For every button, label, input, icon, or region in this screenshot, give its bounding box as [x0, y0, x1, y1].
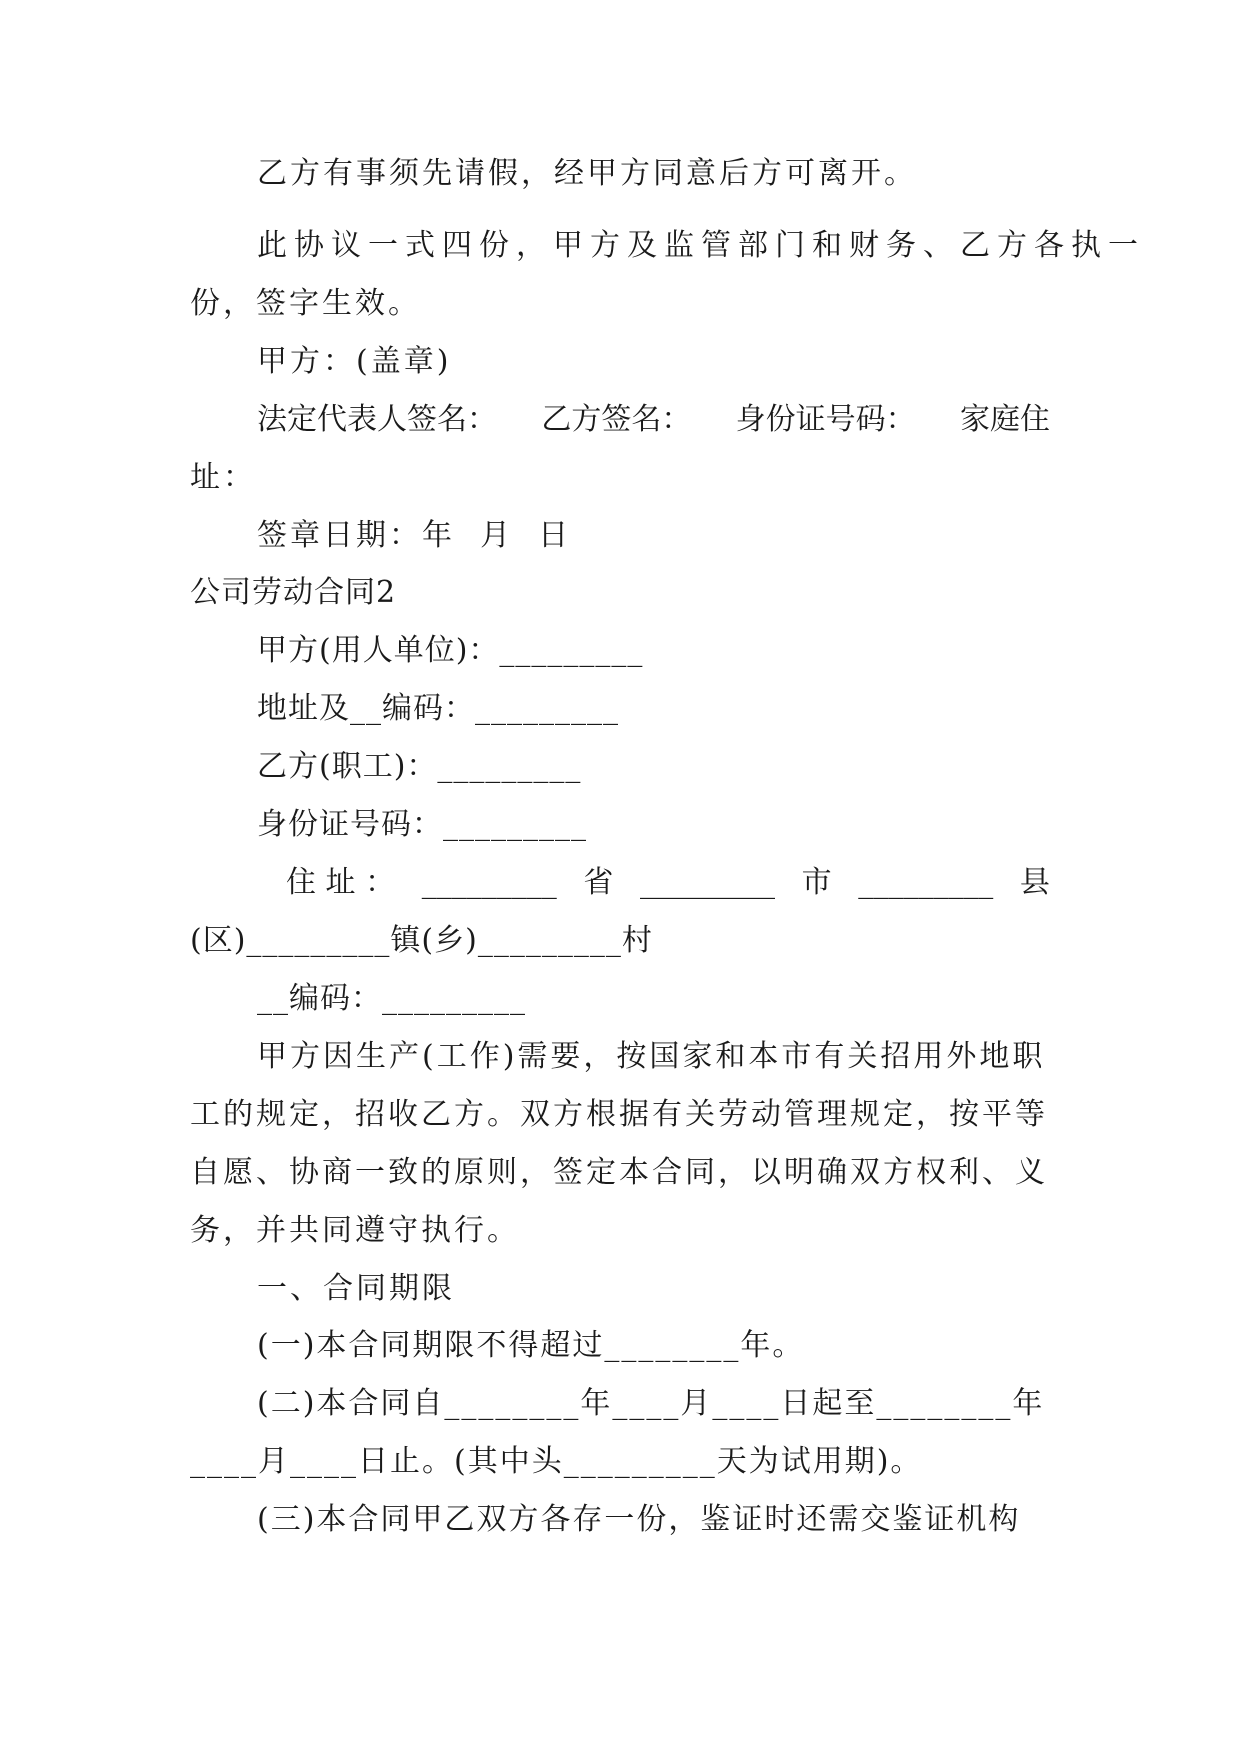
- signature-party-a: 甲方：(盖章): [257, 344, 452, 379]
- field-employer: 甲方(用人单位)：_________: [257, 633, 644, 668]
- clause-heading: 一、合同期限: [257, 1271, 455, 1306]
- province-label: 省: [583, 865, 614, 900]
- paragraph-line: 工的规定，招收乙方。双方根据有关劳动管理规定，按平等: [190, 1097, 1048, 1132]
- clause-item: (二)本合同自________年____月____日起至________年: [257, 1386, 1045, 1421]
- residence-blank: _________: [858, 865, 994, 900]
- field-id-number: 身份证号码：_________: [257, 807, 587, 842]
- field-residence-continued: (区)_________镇(乡)_________村: [190, 923, 653, 958]
- paragraph-line: 甲方因生产(工作)需要，按国家和本市有关招用外地职: [257, 1039, 1046, 1074]
- section-heading: 公司劳动合同2: [190, 575, 397, 610]
- city-label: 市: [801, 865, 832, 900]
- clause-item: (一)本合同期限不得超过________年。: [257, 1328, 805, 1363]
- home-address-label: 家庭住: [959, 402, 1050, 437]
- id-number-label: 身份证号码：: [735, 402, 916, 437]
- paragraph-line: 乙方有事须先请假，经甲方同意后方可离开。: [257, 156, 917, 191]
- paragraph-line: 务，并共同遵守执行。: [190, 1213, 520, 1248]
- signing-date: 签章日期：年 月 日: [257, 518, 572, 553]
- residence-label: 住 址 ：: [286, 865, 396, 900]
- paragraph-line: 自愿、协商一致的原则，签定本合同，以明确双方权利、义: [190, 1155, 1048, 1190]
- party-b-signature-label: 乙方签名：: [541, 402, 692, 437]
- paragraph-line: 此协议一式四份，甲方及监管部门和财务、乙方各执一: [257, 228, 1145, 263]
- field-postcode: __编码：_________: [257, 981, 526, 1016]
- paragraph-line: 份，签字生效。: [190, 286, 421, 321]
- clause-item-continued: ____月____日止。(其中头_________天为试用期)。: [190, 1444, 923, 1479]
- clause-item: (三)本合同甲乙双方各存一份，鉴证时还需交鉴证机构: [257, 1502, 1021, 1537]
- field-residence-line: [286, 863, 1050, 903]
- field-employee: 乙方(职工)：_________: [257, 749, 582, 784]
- field-address-postcode: 地址及__编码：_________: [257, 691, 619, 726]
- paragraph-line: 址：: [190, 460, 256, 495]
- signature-fields-line: [257, 400, 1050, 440]
- residence-blank: _________: [421, 865, 557, 900]
- legal-rep-signature-label: 法定代表人签名：: [257, 402, 497, 437]
- residence-blank: _________: [640, 865, 775, 900]
- county-label: 县: [1019, 865, 1050, 900]
